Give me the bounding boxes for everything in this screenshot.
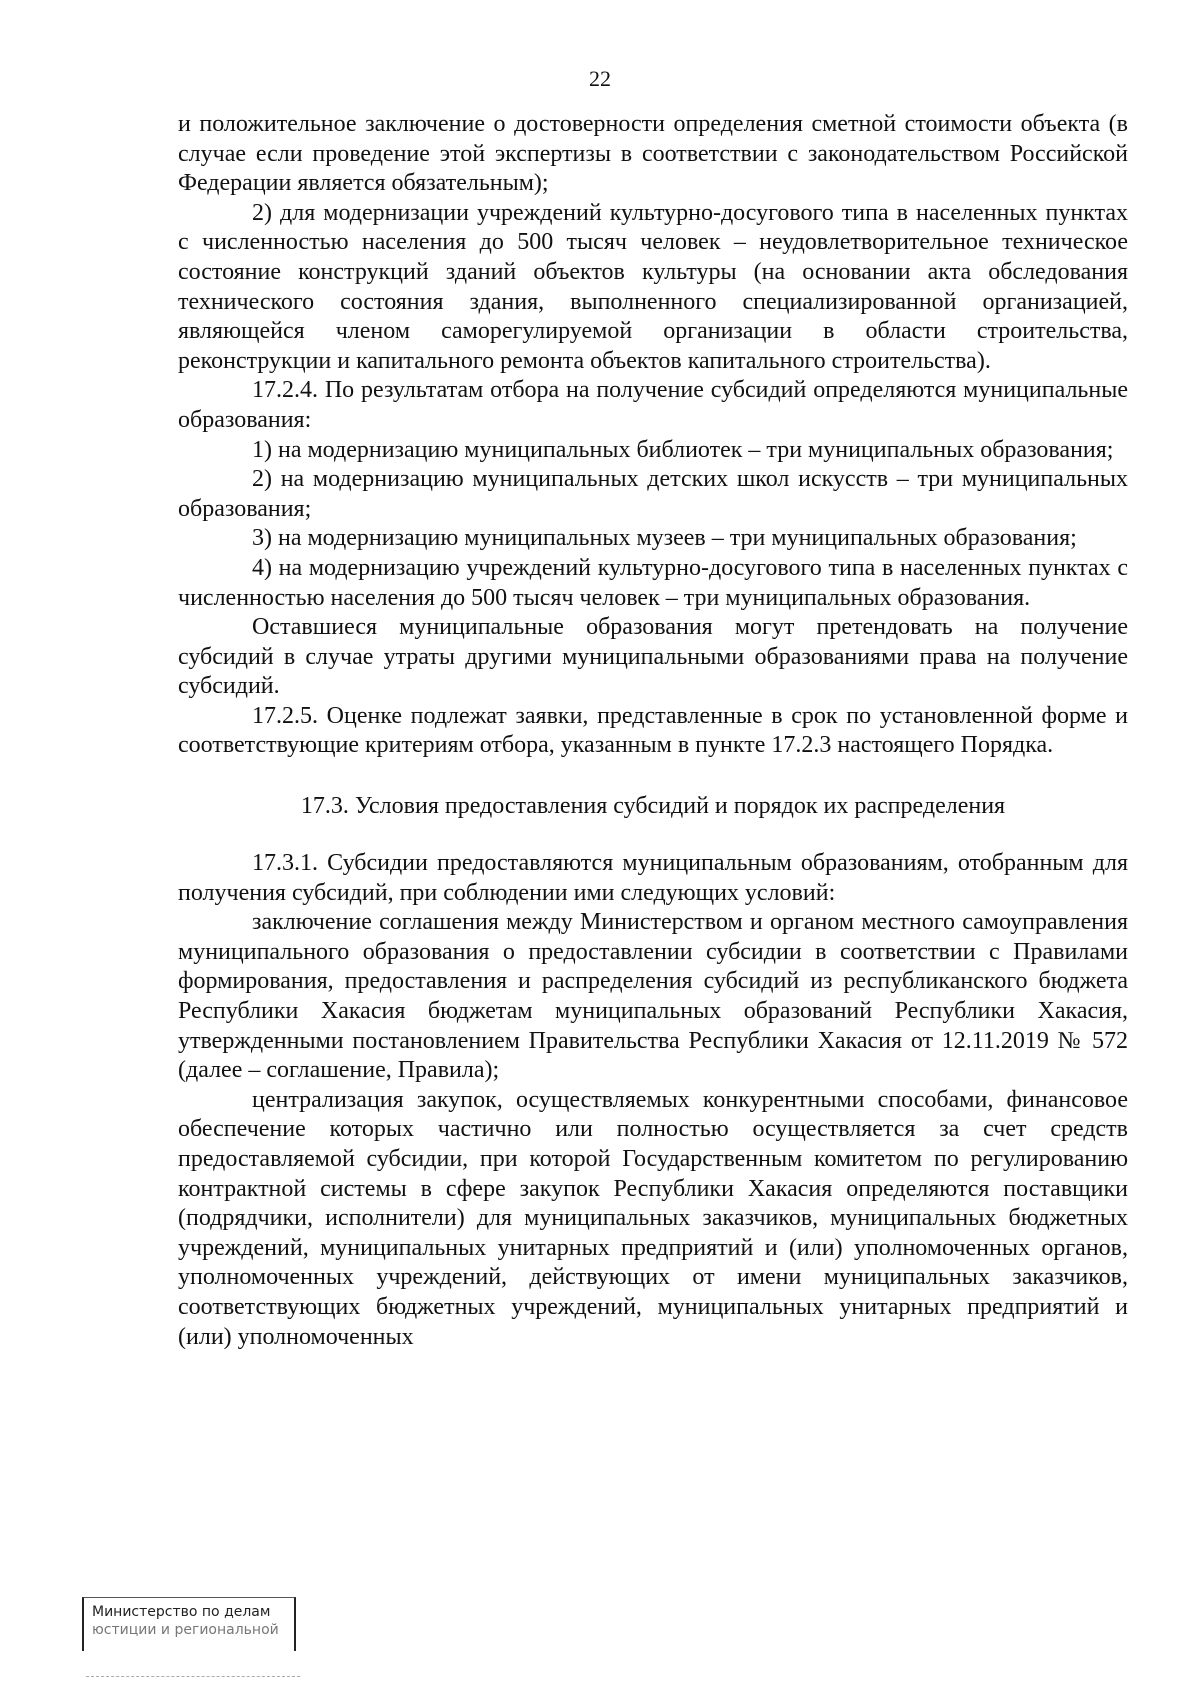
paragraph: 17.2.5. Оценке подлежат заявки, представленные в срок по установленной форме и соответствующие критериям отбора, указанным в пункте 17.2.3 настоящего Порядка.: [178, 702, 1128, 759]
paragraph: централизация закупок, осуществляемых конкурентными способами, финансовое обеспечение которых частично или полностью осуществляется за счет средств предоставляемой субсидии, при которой Государственным комитетом по регулированию контрактной системы в сфере закупок Республики Хакасия определяются поставщики (подрядчики, исполнители) для муниципальных заказчиков, муниципальных бюджетных учреждений, муниципальных унитарных предприятий и (или) уполномоченных органов, уполномоченных учреждений, действующих от имени муниципальных заказчиков, соответствующих бюджетных учреждений, муниципальных унитарных предприятий и (или) уполномоченных: [178, 1086, 1128, 1350]
stamp-line: юстиции и региональной: [92, 1622, 279, 1638]
list-item: 4) на модернизацию учреждений культурно-досугового типа в населенных пунктах с численностью населения до 500 тысяч человек – три муниципальных образования.: [178, 554, 1128, 611]
page-number: 22: [589, 66, 611, 91]
paragraph: 2) для модернизации учреждений культурно-досугового типа в населенных пунктах с численностью населения до 500 тысяч человек – неудовлетворительное техническое состояние конструкций зданий объектов культуры (на основании акта обследования технического состояния здания, выполненного специализированной организацией, являющейся членом саморегулируемой организации в области строительства, реконструкции и капитального ремонта объектов капитального строительства).: [178, 199, 1128, 374]
paragraph: 17.3.1. Субсидии предоставляются муниципальным образованиям, отобранным для получения субсидий, при соблюдении ими следующих условий:: [178, 850, 1128, 906]
paragraph: 17.2.4. По результатам отбора на получение субсидий определяются муниципальные образования:: [178, 377, 1128, 433]
scan-artifact: [86, 1676, 300, 1679]
paragraph: заключение соглашения между Министерством и органом местного самоуправления муниципального образования о предоставлении субсидии в соответствии с Правилами формирования, предоставления и распределения субсидий из республиканского бюджета Республики Хакасия бюджетам муниципальных образований Республики Хакасия, утвержденными постановлением Правительства Республики Хакасия от 12.11.2019 № 572 (далее – соглашение, Правила);: [178, 909, 1128, 1084]
list-item: 2) на модернизацию муниципальных детских школ искусств – три муниципальных образования;: [178, 466, 1128, 522]
section-heading: 17.3. Условия предоставления субсидий и порядок их распределения: [300, 793, 1006, 820]
list-item: 1) на модернизацию муниципальных библиотек – три муниципальных образования;: [252, 436, 1114, 463]
paragraph: Оставшиеся муниципальные образования могут претендовать на получение субсидий в случае утраты другими муниципальными образованиями права на получение субсидий.: [178, 614, 1128, 700]
paragraph: и положительное заключение о достоверности определения сметной стоимости объекта (в случае если проведение этой экспертизы в соответствии с законодательством Российской Федерации является обязательным);: [178, 111, 1128, 197]
stamp-line: Министерство по делам: [92, 1604, 271, 1620]
list-item: 3) на модернизацию муниципальных музеев – три муниципальных образования;: [252, 525, 1077, 552]
registration-stamp: [82, 1597, 296, 1651]
document-body: [178, 110, 1128, 1352]
